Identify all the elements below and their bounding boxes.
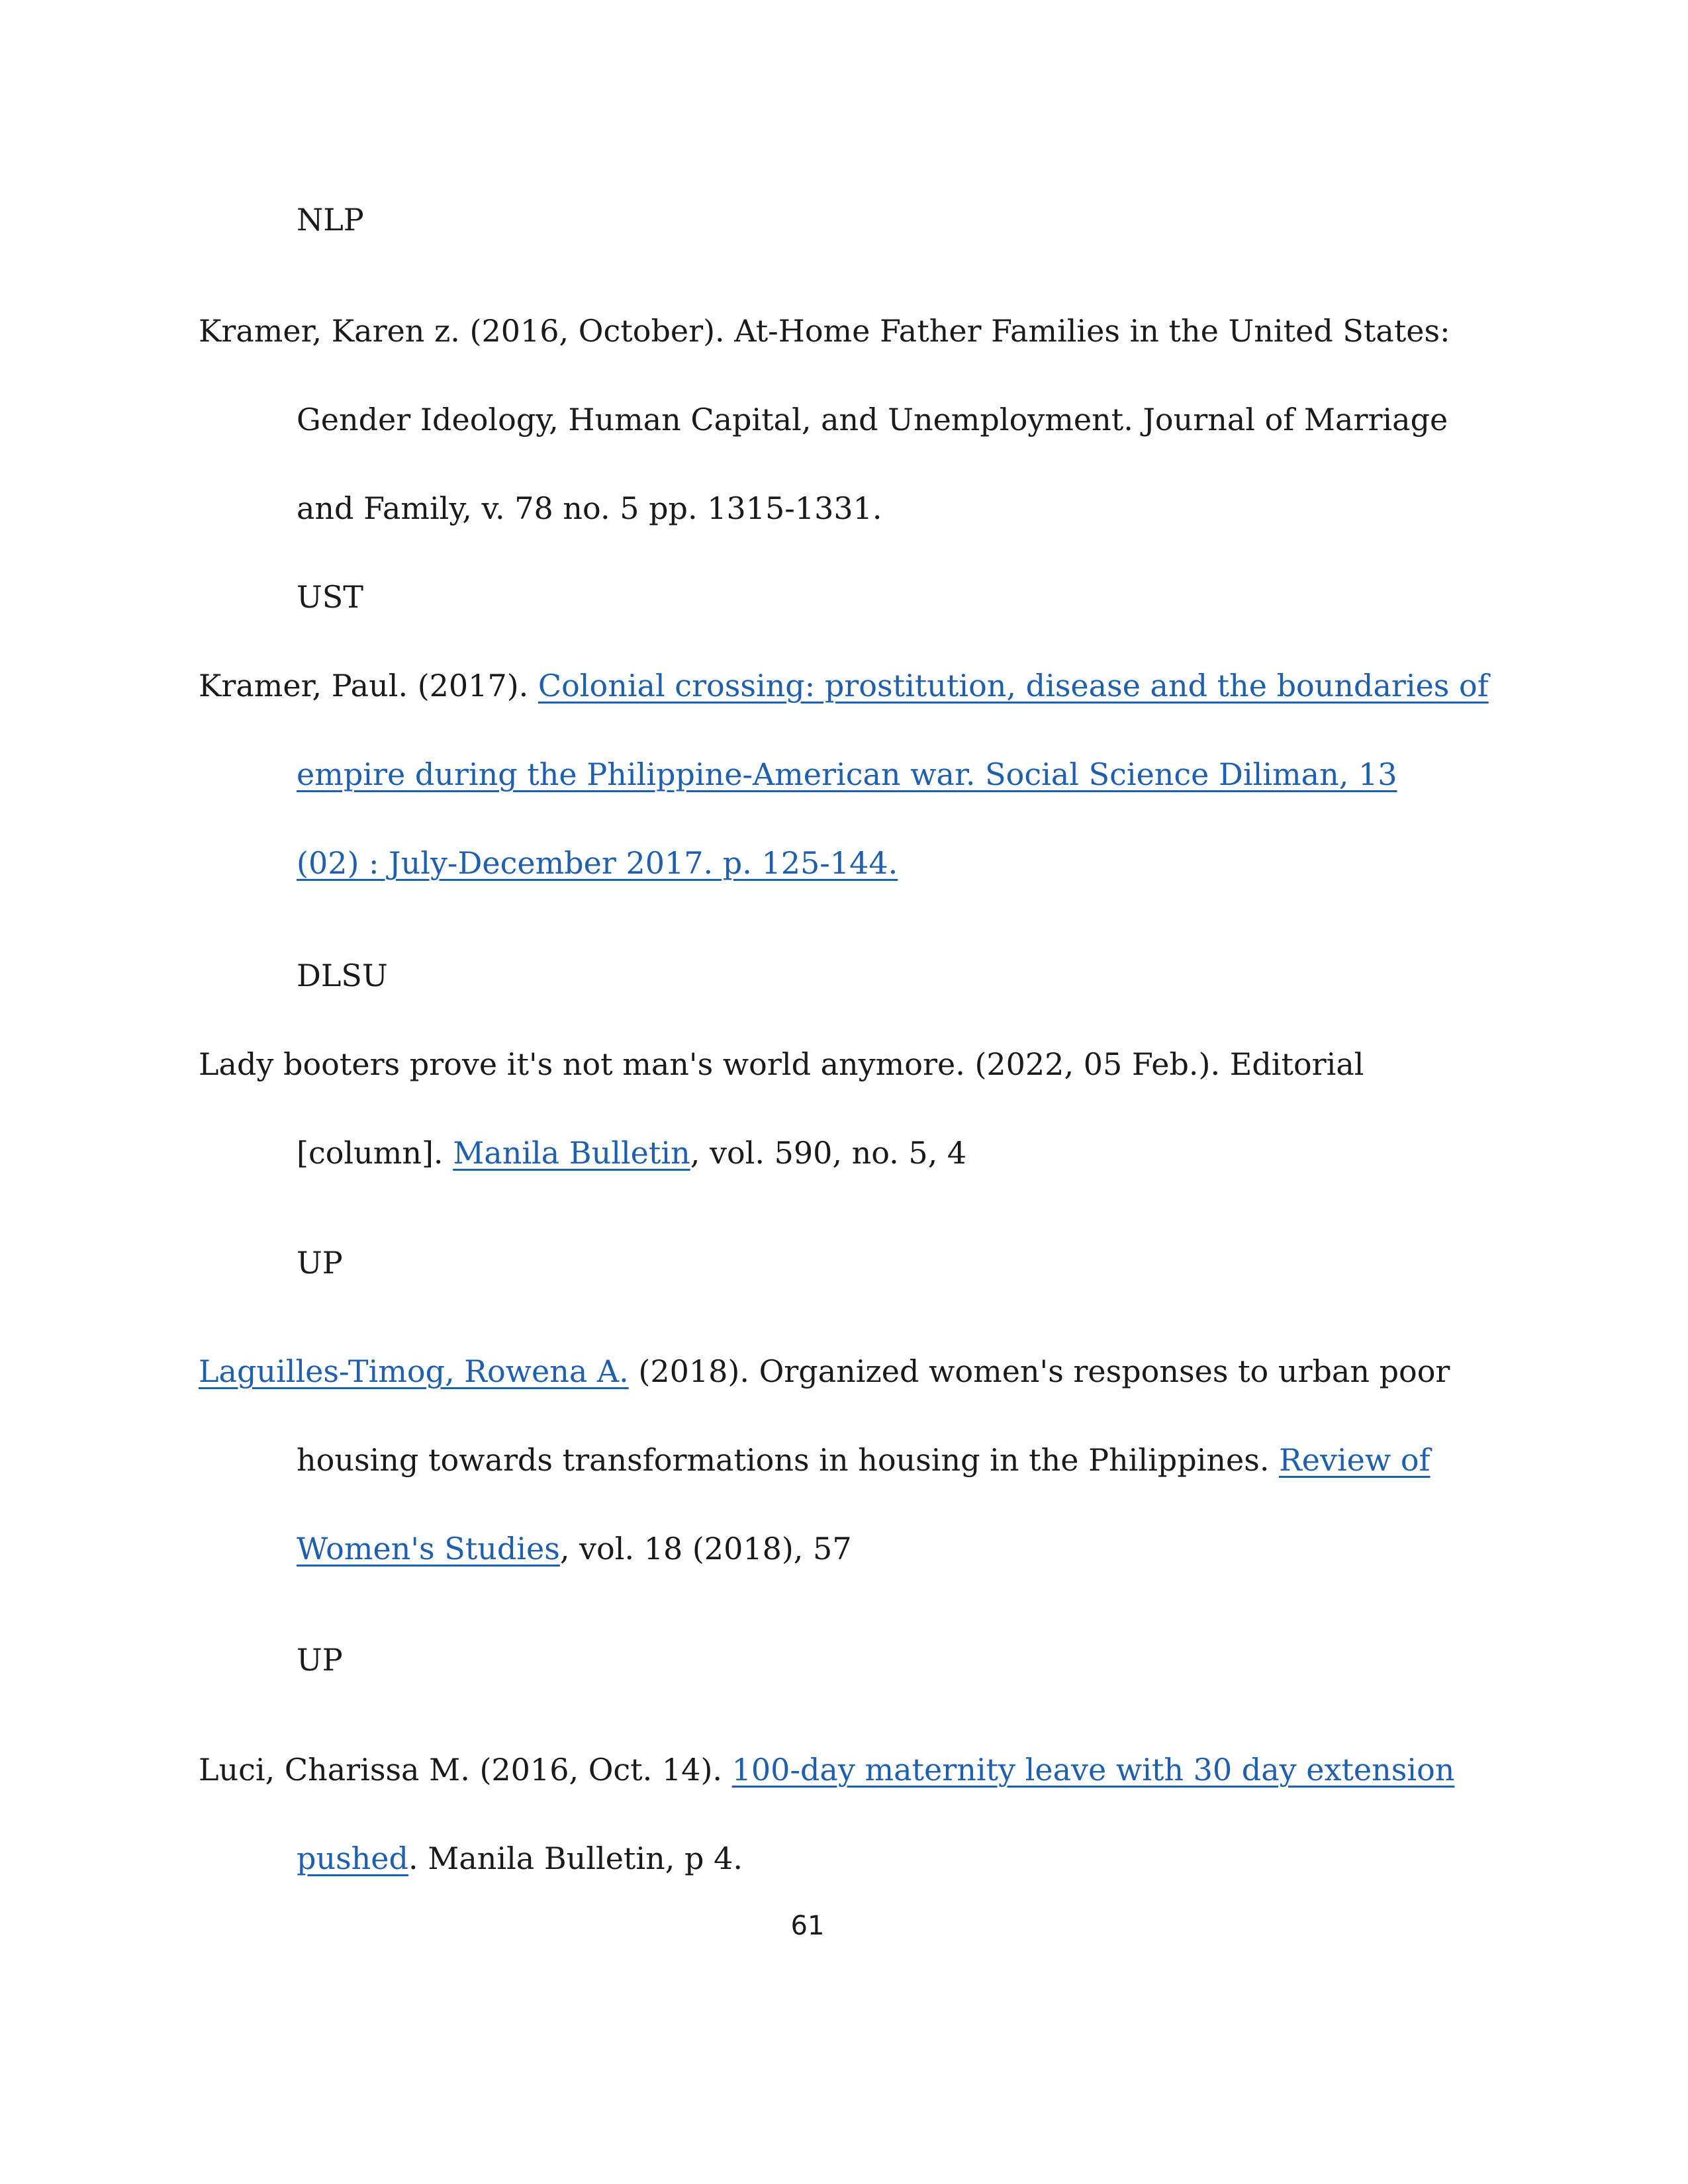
manila-bulletin-link[interactable]: Manila Bulletin (453, 1135, 690, 1171)
citation-kramer-paul-line-3 (199, 843, 898, 883)
maternity-leave-link[interactable]: 100-day maternity leave with 30 day extension (731, 1752, 1455, 1788)
citation-text: Luci, Charissa M. (2016, Oct. 14). (199, 1752, 732, 1788)
review-of-womens-studies-link-continued[interactable]: Women's Studies (297, 1531, 560, 1567)
citation-kramer-karen-line-1: Kramer, Karen z. (2016, October). At-Home Father Families in the United States: (199, 313, 1450, 349)
citation-luci-line-1 (199, 1750, 1454, 1790)
citation-text: , vol. 590, no. 5, 4 (690, 1135, 967, 1171)
maternity-leave-link-continued[interactable]: pushed (297, 1841, 408, 1876)
citation-text: housing towards transformations in housing in the Philippines. (297, 1442, 1280, 1478)
citation-text: , vol. 18 (2018), 57 (559, 1531, 852, 1567)
citation-laguilles-line-3 (199, 1529, 852, 1569)
citation-luci-line-2 (199, 1839, 743, 1878)
citation-text: (2018). Organized women's responses to urban poor (628, 1353, 1450, 1389)
citation-text: [column]. (297, 1135, 453, 1171)
colonial-crossing-link[interactable]: Colonial crossing: prostitution, disease and the boundaries of (538, 668, 1489, 704)
citation-kramer-paul-line-1 (199, 666, 1489, 705)
citation-laguilles-line-2 (297, 1440, 1430, 1480)
citation-kramer-karen-line-2: Gender Ideology, Human Capital, and Unemployment. Journal of Marriage (297, 402, 1448, 437)
author-laguilles-link[interactable]: Laguilles-Timog, Rowena A. (199, 1353, 629, 1389)
citation-text: . Manila Bulletin, p 4. (408, 1841, 743, 1876)
citation-laguilles-line-1 (199, 1351, 1450, 1391)
review-of-womens-studies-link[interactable]: Review of (1279, 1442, 1430, 1478)
colonial-crossing-link-end[interactable]: (02) : July-December 2017. p. 125-144. (297, 845, 898, 881)
library-label-up-2: UP (297, 1642, 343, 1678)
citation-author-text: Kramer, Paul. (2017). (199, 668, 538, 704)
citation-kramer-paul-line-2 (199, 754, 1397, 794)
citation-kramer-karen-line-3: and Family, v. 78 no. 5 pp. 1315-1331. (297, 490, 882, 526)
library-label-ust: UST (297, 579, 363, 615)
citation-lady-booters-line-2 (297, 1133, 966, 1173)
library-label-nlp: NLP (297, 202, 364, 238)
page-number: 61 (790, 1911, 825, 1941)
citation-lady-booters-line-1: Lady booters prove it's not man's world anymore. (2022, 05 Feb.). Editorial (199, 1046, 1364, 1082)
library-label-up: UP (297, 1245, 343, 1281)
colonial-crossing-link-continued[interactable]: empire during the Philippine-American war. Social Science Diliman, 13 (297, 756, 1397, 792)
library-label-dlsu: DLSU (297, 958, 388, 993)
